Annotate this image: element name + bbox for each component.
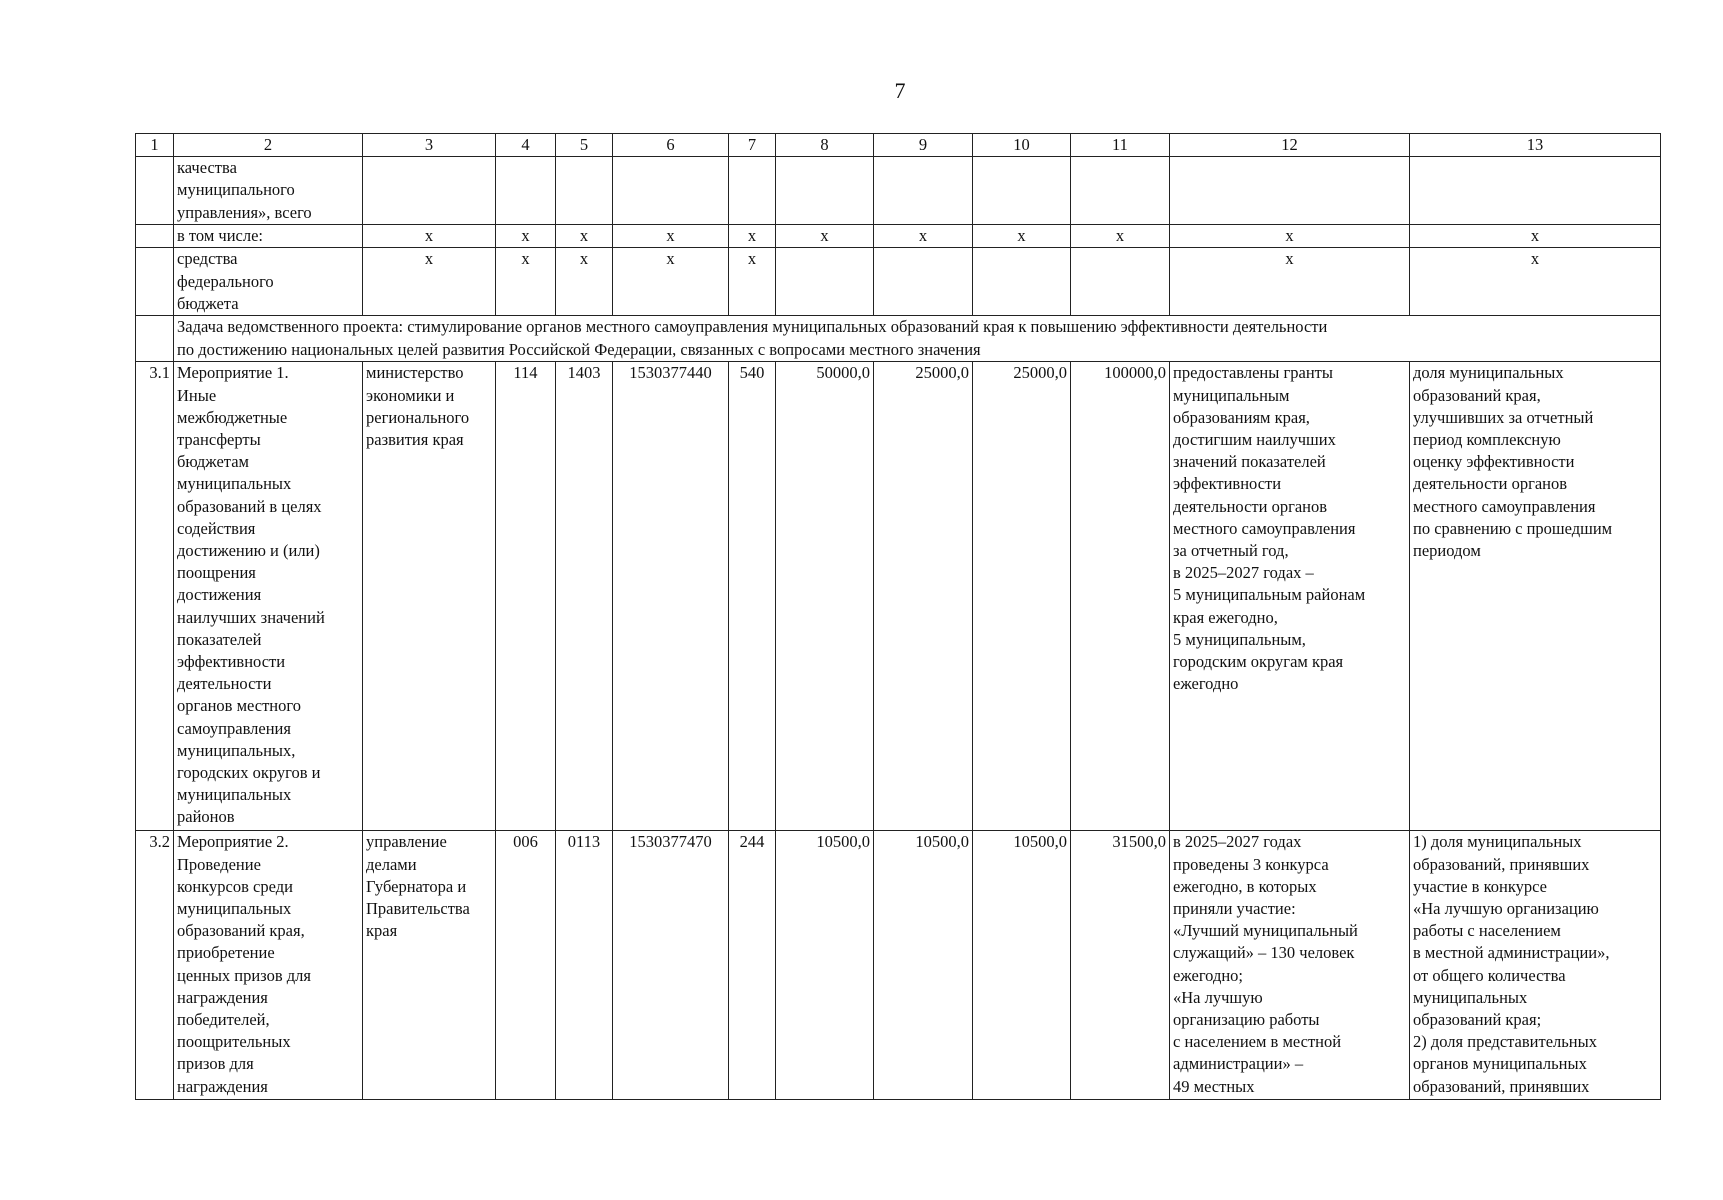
x-mark: х	[729, 225, 776, 248]
row-number-cell	[136, 157, 174, 225]
measure-title: Мероприятие 2. Проведение конкурсов среди муниципальных образований края, приобретение ценных призов для награждения победителей, поощрительных призов для награждения	[174, 831, 363, 1100]
code-cell: 114	[496, 362, 556, 831]
amount-cell: 25000,0	[973, 362, 1071, 831]
code-cell: 1530377440	[613, 362, 729, 831]
table-row-3-1	[136, 362, 1661, 831]
header-cell: 10	[973, 134, 1071, 157]
x-mark: х	[729, 248, 776, 316]
indicator-cell: доля муниципальных образований края, улучшивших за отчетный период комплексную оценку эффективности деятельности органов местного самоуправления по сравнению с прошедшим периодом	[1410, 362, 1661, 831]
code-cell: 1530377470	[613, 831, 729, 1100]
responsible-body: управление делами Губернатора и Правительства края	[363, 831, 496, 1100]
row-label-cell: в том числе:	[174, 225, 363, 248]
table-row-3-2	[136, 831, 1661, 1100]
row-number-cell: 3.2	[136, 831, 174, 1100]
x-mark: х	[556, 225, 613, 248]
amount-cell: 31500,0	[1071, 831, 1170, 1100]
header-cell: 4	[496, 134, 556, 157]
header-cell: 3	[363, 134, 496, 157]
x-mark: х	[496, 248, 556, 316]
x-mark: х	[973, 225, 1071, 248]
x-mark: х	[1410, 248, 1661, 316]
x-mark: х	[613, 225, 729, 248]
page-number: 7	[894, 78, 906, 103]
x-mark: х	[363, 225, 496, 248]
x-mark: х	[613, 248, 729, 316]
header-cell: 7	[729, 134, 776, 157]
indicator-cell: 1) доля муниципальных образований, принявших участие в конкурсе «На лучшую организацию работы с населением в местной администрации», от общего количества муниципальных образований края; 2) доля представительных органов муниципальных образований, принявших	[1410, 831, 1661, 1100]
amount-cell: 10500,0	[973, 831, 1071, 1100]
header-cell: 12	[1170, 134, 1410, 157]
header-cell: 1	[136, 134, 174, 157]
table-row	[136, 225, 1661, 248]
budget-table	[135, 133, 1661, 1100]
header-cell: 13	[1410, 134, 1661, 157]
code-cell: 006	[496, 831, 556, 1100]
row-label-cell: средства федерального бюджета	[174, 248, 363, 316]
amount-cell: 100000,0	[1071, 362, 1170, 831]
column-number-row	[136, 134, 1661, 157]
row-number-cell	[136, 248, 174, 316]
task-description: Задача ведомственного проекта: стимулирование органов местного самоуправления муниципальных образований края к повышению эффективности деятельности по достижению национальных целей развития Российской Федерации, связанных с вопросами местного значения	[174, 316, 1661, 362]
x-mark: х	[556, 248, 613, 316]
code-cell: 540	[729, 362, 776, 831]
x-mark: х	[776, 225, 874, 248]
x-mark: х	[496, 225, 556, 248]
header-cell: 9	[874, 134, 973, 157]
responsible-body: министерство экономики и регионального развития края	[363, 362, 496, 831]
x-mark: х	[1071, 225, 1170, 248]
row-number-cell	[136, 316, 174, 362]
x-mark: х	[1170, 248, 1410, 316]
amount-cell: 10500,0	[874, 831, 973, 1100]
x-mark: х	[1170, 225, 1410, 248]
row-number-cell	[136, 225, 174, 248]
header-cell: 8	[776, 134, 874, 157]
amount-cell: 10500,0	[776, 831, 874, 1100]
x-mark: х	[363, 248, 496, 316]
row-label-cell: качества муниципального управления», всего	[174, 157, 363, 225]
x-mark: х	[1410, 225, 1661, 248]
x-mark: х	[874, 225, 973, 248]
task-row	[136, 316, 1661, 362]
code-cell: 1403	[556, 362, 613, 831]
measure-title: Мероприятие 1. Иные межбюджетные трансферты бюджетам муниципальных образований в целях содействия достижению и (или) поощрения достижения наилучших значений показателей эффективности деятельности органов местного самоуправления муниципальных, городских округов и муниципальных районов	[174, 362, 363, 831]
table-row	[136, 248, 1661, 316]
header-cell: 2	[174, 134, 363, 157]
header-cell: 5	[556, 134, 613, 157]
result-cell: предоставлены гранты муниципальным образованиям края, достигшим наилучших значений показателей эффективности деятельности органов местного самоуправления за отчетный год, в 2025–2027 годах – 5 муниципальным районам края ежегодно, 5 муниципальным, городским округам края ежегодно	[1170, 362, 1410, 831]
row-number-cell: 3.1	[136, 362, 174, 831]
code-cell: 244	[729, 831, 776, 1100]
code-cell: 0113	[556, 831, 613, 1100]
result-cell: в 2025–2027 годах проведены 3 конкурса ежегодно, в которых приняли участие: «Лучший муниципальный служащий» – 130 человек ежегодно; «На лучшую организацию работы с населением в местной администрации» – 49 местных	[1170, 831, 1410, 1100]
amount-cell: 25000,0	[874, 362, 973, 831]
amount-cell: 50000,0	[776, 362, 874, 831]
header-cell: 6	[613, 134, 729, 157]
header-cell: 11	[1071, 134, 1170, 157]
table-row	[136, 157, 1661, 225]
